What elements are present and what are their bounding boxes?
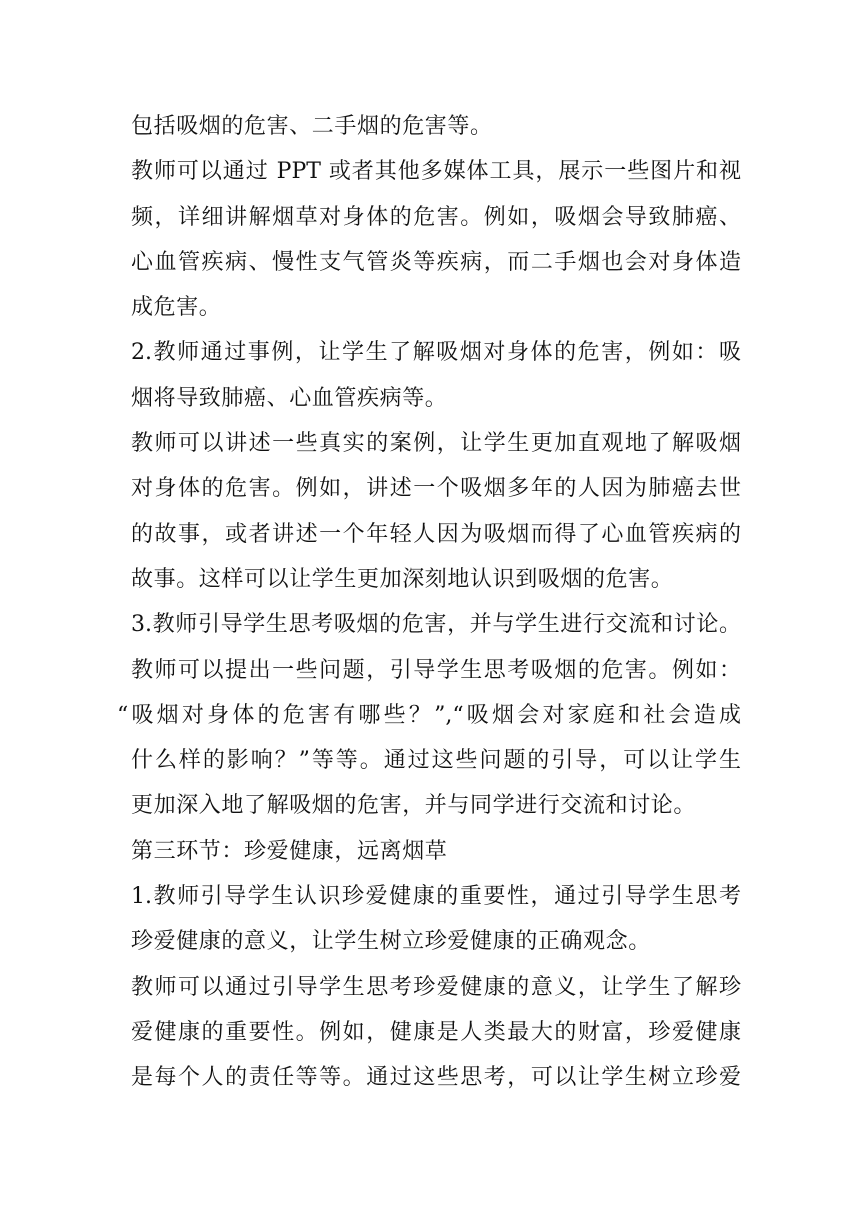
text-line: 对身体的危害。例如，讲述一个吸烟多年的人因为肺癌去世 — [131, 476, 741, 502]
text-line: 频，详细讲解烟草对身体的危害。例如，吸烟会导致肺癌、 — [131, 204, 741, 230]
text-line: 心血管疾病、慢性支气管炎等疾病，而二手烟也会对身体造 — [131, 249, 741, 275]
text-line: 更加深入地了解吸烟的危害，并与同学进行交流和讨论。 — [131, 793, 697, 819]
section-heading: 第三环节：珍爱健康，远离烟草 — [131, 838, 448, 864]
text-line: 教师可以通过 PPT 或者其他多媒体工具，展示一些图片和视 — [131, 159, 741, 185]
text-line: “吸烟对身体的危害有哪些？”,“吸烟会对家庭和社会造成 — [117, 702, 741, 728]
document-body — [117, 104, 741, 1101]
text-line: 教师可以讲述一些真实的案例，让学生更加直观地了解吸烟 — [131, 431, 741, 457]
text-line: 是每个人的责任等等。通过这些思考，可以让学生树立珍爱 — [131, 1065, 741, 1091]
text-line: 珍爱健康的意义，让学生树立珍爱健康的正确观念。 — [131, 929, 651, 955]
text-line: 的故事，或者讲述一个年轻人因为吸烟而得了心血管疾病的 — [131, 521, 741, 547]
text-line: 教师可以通过引导学生思考珍爱健康的意义，让学生了解珍 — [131, 974, 741, 1000]
text-line: 烟将导致肺癌、心血管疾病等。 — [131, 385, 448, 411]
text-line: 教师可以提出一些问题，引导学生思考吸烟的危害。例如： — [131, 657, 741, 683]
text-line: 成危害。 — [131, 295, 222, 321]
text-line: 什么样的影响？”等等。通过这些问题的引导，可以让学生 — [131, 748, 741, 774]
text-line: 包括吸烟的危害、二手烟的危害等。 — [131, 114, 493, 139]
text-line: 2.教师通过事例，让学生了解吸烟对身体的危害，例如：吸 — [131, 340, 741, 366]
text-line: 3.教师引导学生思考吸烟的危害，并与学生进行交流和讨论。 — [131, 612, 741, 638]
text-line: 1.教师引导学生认识珍爱健康的重要性，通过引导学生思考 — [131, 884, 741, 910]
text-line: 爱健康的重要性。例如，健康是人类最大的财富，珍爱健康 — [131, 1019, 741, 1045]
text-line: 故事。这样可以让学生更加深刻地认识到吸烟的危害。 — [131, 566, 674, 592]
